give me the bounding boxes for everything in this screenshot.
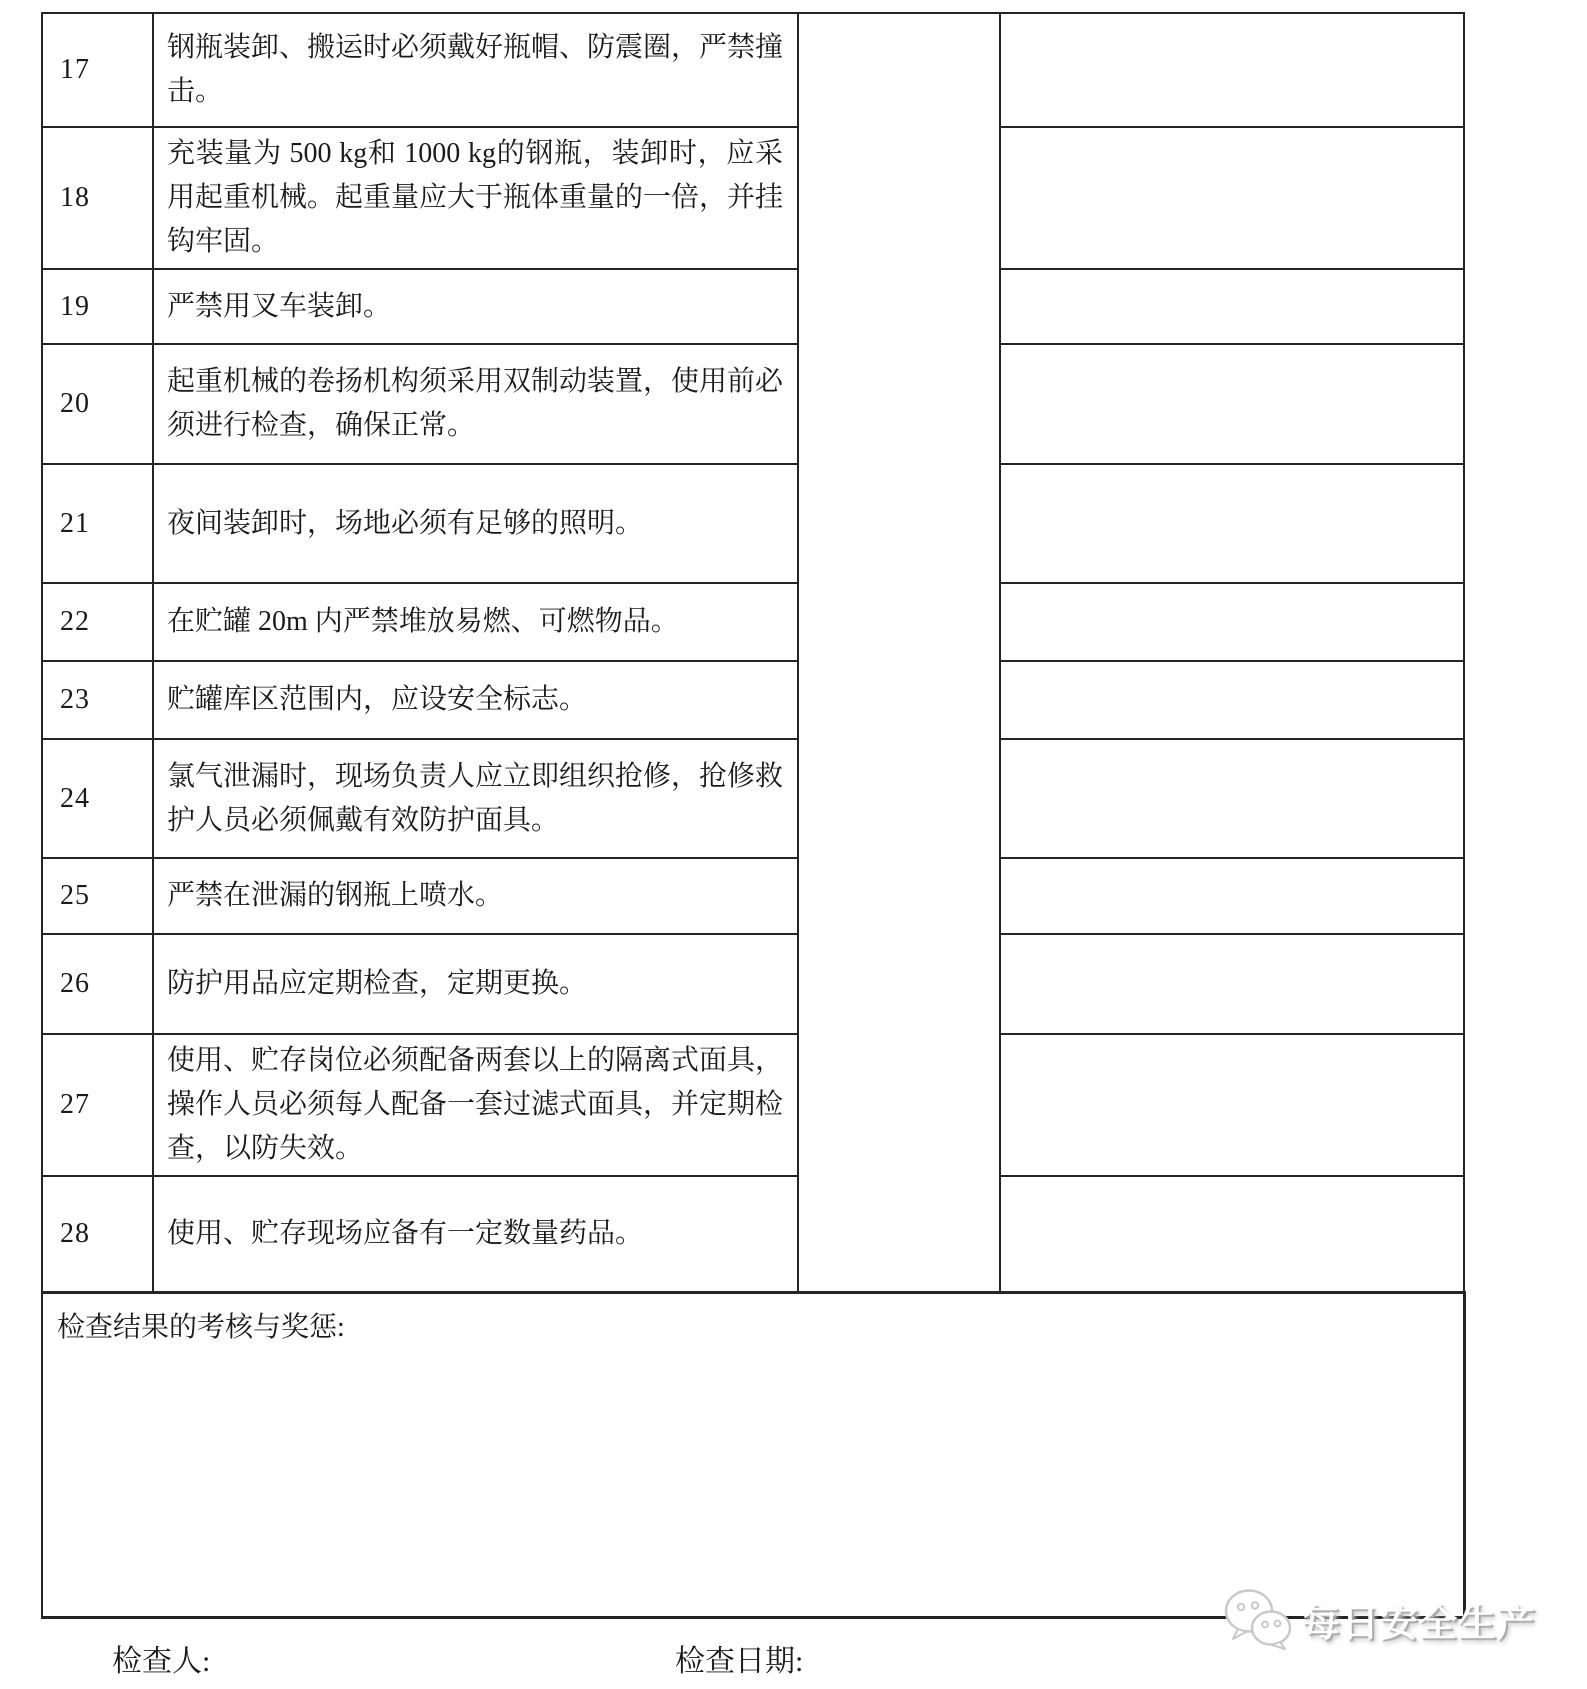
- result-cell-empty: [1000, 13, 1464, 127]
- table-row: [42, 1176, 1464, 1292]
- row-number: 18: [42, 127, 153, 269]
- result-cell-empty: [1000, 464, 1464, 583]
- result-cell-empty: [1000, 127, 1464, 269]
- row-number: 20: [42, 344, 153, 464]
- row-number: 22: [42, 583, 153, 661]
- row-number: 19: [42, 269, 153, 344]
- row-text: 钢瓶装卸、搬运时必须戴好瓶帽、防震圈，严禁撞击。: [153, 13, 798, 127]
- assessment-row: [42, 1292, 1464, 1617]
- assessment-label: 检查结果的考核与奖惩:: [42, 1292, 1464, 1617]
- table-row: [42, 739, 1464, 858]
- result-cell-empty: [1000, 1034, 1464, 1176]
- row-number: 28: [42, 1176, 153, 1292]
- table-row: [42, 127, 1464, 269]
- table-row: [42, 1034, 1464, 1176]
- table-row: [42, 583, 1464, 661]
- wechat-logo-icon: [1222, 1588, 1294, 1650]
- row-text: 严禁在泄漏的钢瓶上喷水。: [153, 858, 798, 934]
- row-number: 24: [42, 739, 153, 858]
- row-number: 26: [42, 934, 153, 1034]
- result-cell-empty: [1000, 858, 1464, 934]
- table-row: [42, 269, 1464, 344]
- row-number: 27: [42, 1034, 153, 1176]
- row-text: 夜间装卸时，场地必须有足够的照明。: [153, 464, 798, 583]
- watermark: [1222, 1588, 1536, 1650]
- result-cell-empty: [1000, 934, 1464, 1034]
- inspection-date-label: 检查日期:: [675, 1645, 804, 1678]
- table-row: [42, 13, 1464, 127]
- watermark-text: 每日安全生产: [1302, 1602, 1537, 1645]
- row-number: 25: [42, 858, 153, 934]
- row-text: 氯气泄漏时，现场负责人应立即组织抢修，抢修救护人员必须佩戴有效防护面具。: [153, 739, 798, 858]
- table-row: [42, 464, 1464, 583]
- row-text: 在贮罐 20m 内严禁堆放易燃、可燃物品。: [153, 583, 798, 661]
- table-row: [42, 858, 1464, 934]
- row-text: 使用、贮存岗位必须配备两套以上的隔离式面具，操作人员必须每人配备一套过滤式面具，并定期检查，以防失效。: [153, 1034, 798, 1176]
- row-number: 21: [42, 464, 153, 583]
- inspection-table: [41, 12, 1466, 1619]
- result-cell-empty: [1000, 583, 1464, 661]
- middle-empty-column: [798, 13, 1000, 1292]
- row-number: 17: [42, 13, 153, 127]
- result-cell-empty: [1000, 739, 1464, 858]
- row-text: 起重机械的卷扬机构须采用双制动装置，使用前必须进行检查，确保正常。: [153, 344, 798, 464]
- row-text: 使用、贮存现场应备有一定数量药品。: [153, 1176, 798, 1292]
- row-text: 贮罐库区范围内，应设安全标志。: [153, 661, 798, 739]
- table-row: [42, 661, 1464, 739]
- result-cell-empty: [1000, 269, 1464, 344]
- result-cell-empty: [1000, 661, 1464, 739]
- row-text: 充装量为 500 kg和 1000 kg的钢瓶，装卸时，应采用起重机械。起重量应大于瓶体重量的一倍，并挂钩牢固。: [153, 127, 798, 269]
- table-row: [42, 934, 1464, 1034]
- result-cell-empty: [1000, 344, 1464, 464]
- row-text: 防护用品应定期检查，定期更换。: [153, 934, 798, 1034]
- row-number: 23: [42, 661, 153, 739]
- inspector-label: 检查人:: [112, 1645, 211, 1678]
- row-text: 严禁用叉车装卸。: [153, 269, 798, 344]
- table-row: [42, 344, 1464, 464]
- result-cell-empty: [1000, 1176, 1464, 1292]
